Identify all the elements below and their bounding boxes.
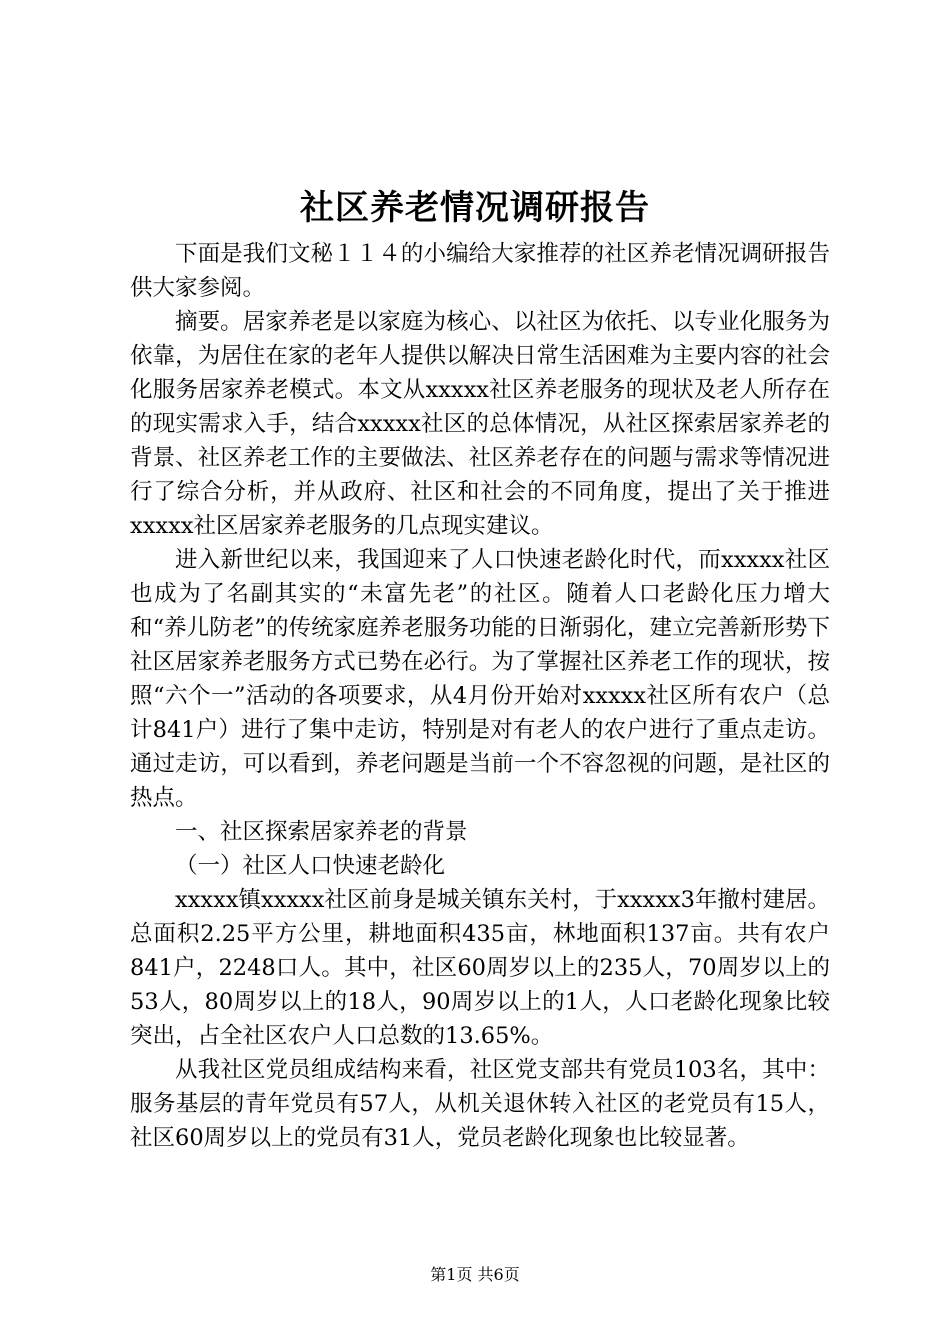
paragraph-background: 进入新世纪以来，我国迎来了人口快速老龄化时代，而xxxxx社区也成为了名副其实的“未富先老”的社区。随着人口老龄化压力增大和“养儿防老”的传统家庭养老服务功能的日渐弱化，建立完善新形势下社区居家养老服务方式已势在必行。为了掌握社区养老工作的现状，按照“六个一”活动的各项要求，从4月份开始对xxxxx社区所有农户（总计841户）进行了集中走访，特别是对有老人的农户进行了重点走访。通过走访，可以看到，养老问题是当前一个不容忽视的问题，是社区的热点。 bbox=[130, 547, 830, 811]
paragraph-population: xxxxx镇xxxxx社区前身是城关镇东关村，于xxxxx3年撤村建居。总面积2.25平方公里，耕地面积435亩，林地面积137亩。共有农户841户，2248口人。其中，社区60周岁以上的235人，70周岁以上的53人，80周岁以上的18人，90周岁以上的1人，人口老龄化现象比较突出，占全社区农户人口总数的13.65%。 bbox=[130, 887, 830, 1049]
paragraph-intro: 下面是我们文秘１１４的小编给大家推荐的社区养老情况调研报告供大家参阅。 bbox=[130, 241, 830, 301]
document-body bbox=[130, 237, 830, 1155]
document-title: 社区养老情况调研报告 bbox=[300, 188, 650, 228]
subsection-heading: （一）社区人口快速老龄化 bbox=[175, 853, 446, 879]
section-heading: 一、社区探索居家养老的背景 bbox=[175, 819, 468, 845]
page-footer: 第1页 共6页 bbox=[430, 1265, 520, 1284]
paragraph-abstract: 摘要。居家养老是以家庭为核心、以社区为依托、以专业化服务为依靠，为居住在家的老年人提供以解决日常生活困难为主要内容的社会化服务居家养老模式。本文从xxxxx社区养老服务的现状及老人所存在的现实需求入手，结合xxxxx社区的总体情况，从社区探索居家养老的背景、社区养老工作的主要做法、社区养老存在的问题与需求等情况进行了综合分析，并从政府、社区和社会的不同角度，提出了关于推进xxxxx社区居家养老服务的几点现实建议。 bbox=[130, 309, 830, 539]
paragraph-party-members: 从我社区党员组成结构来看，社区党支部共有党员103名，其中：服务基层的青年党员有57人，从机关退休转入社区的老党员有15人，社区60周岁以上的党员有31人，党员老龄化现象也比较显著。 bbox=[130, 1057, 830, 1151]
